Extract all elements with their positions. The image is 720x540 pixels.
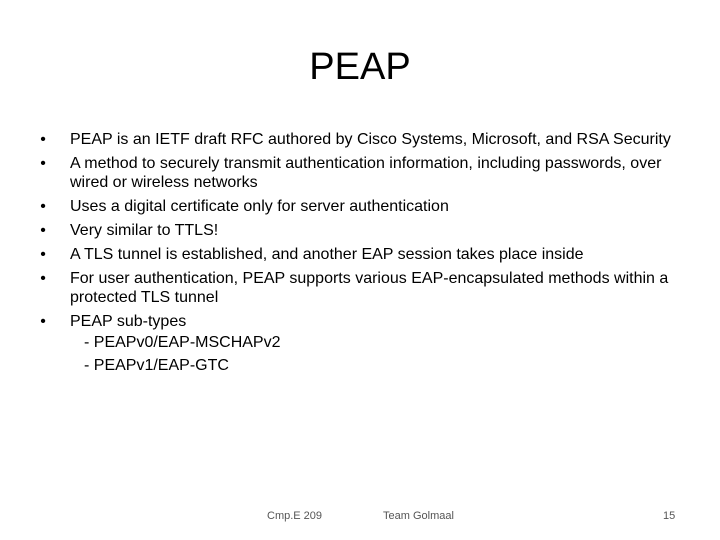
footer-course: Cmp.E 209 <box>267 510 323 522</box>
footer-team: Team Golmaal <box>383 510 454 522</box>
bullet-text: For user authentication, PEAP supports various EAP-encapsulated methods within a protected TLS tunnel <box>70 270 669 306</box>
bullet-list <box>36 130 676 382</box>
subtype-item: - PEAPv0/EAP-MSCHAPv2 <box>84 334 281 351</box>
bullet-text: PEAP sub-types <box>70 313 187 330</box>
page-number: 15 <box>663 510 676 522</box>
bullet-text: PEAP is an IETF draft RFC authored by Cisco Systems, Microsoft, and RSA Security <box>70 131 671 148</box>
bullet-item <box>36 269 676 307</box>
bullet-marker: • <box>40 313 46 330</box>
bullet-marker: • <box>40 198 46 215</box>
bullet-text: Uses a digital certificate only for server authentication <box>70 198 449 215</box>
bullet-marker: • <box>40 222 46 239</box>
bullet-item <box>36 130 676 149</box>
bullet-text: Very similar to TTLS! <box>70 222 219 239</box>
slide-title: PEAP <box>309 46 411 88</box>
bullet-marker: • <box>40 246 46 263</box>
bullet-item <box>36 312 676 377</box>
bullet-item <box>36 154 676 192</box>
bullet-marker: • <box>40 270 46 287</box>
subtype-item: - PEAPv1/EAP-GTC <box>84 357 229 374</box>
bullet-text: A TLS tunnel is established, and another EAP session takes place inside <box>70 246 584 263</box>
bullet-marker: • <box>40 155 46 172</box>
bullet-item <box>36 221 676 240</box>
bullet-item <box>36 197 676 216</box>
bullet-text: A method to securely transmit authentication information, including passwords, over wired or wireless networks <box>70 155 662 191</box>
bullet-item <box>36 245 676 264</box>
bullet-marker: • <box>40 131 46 148</box>
